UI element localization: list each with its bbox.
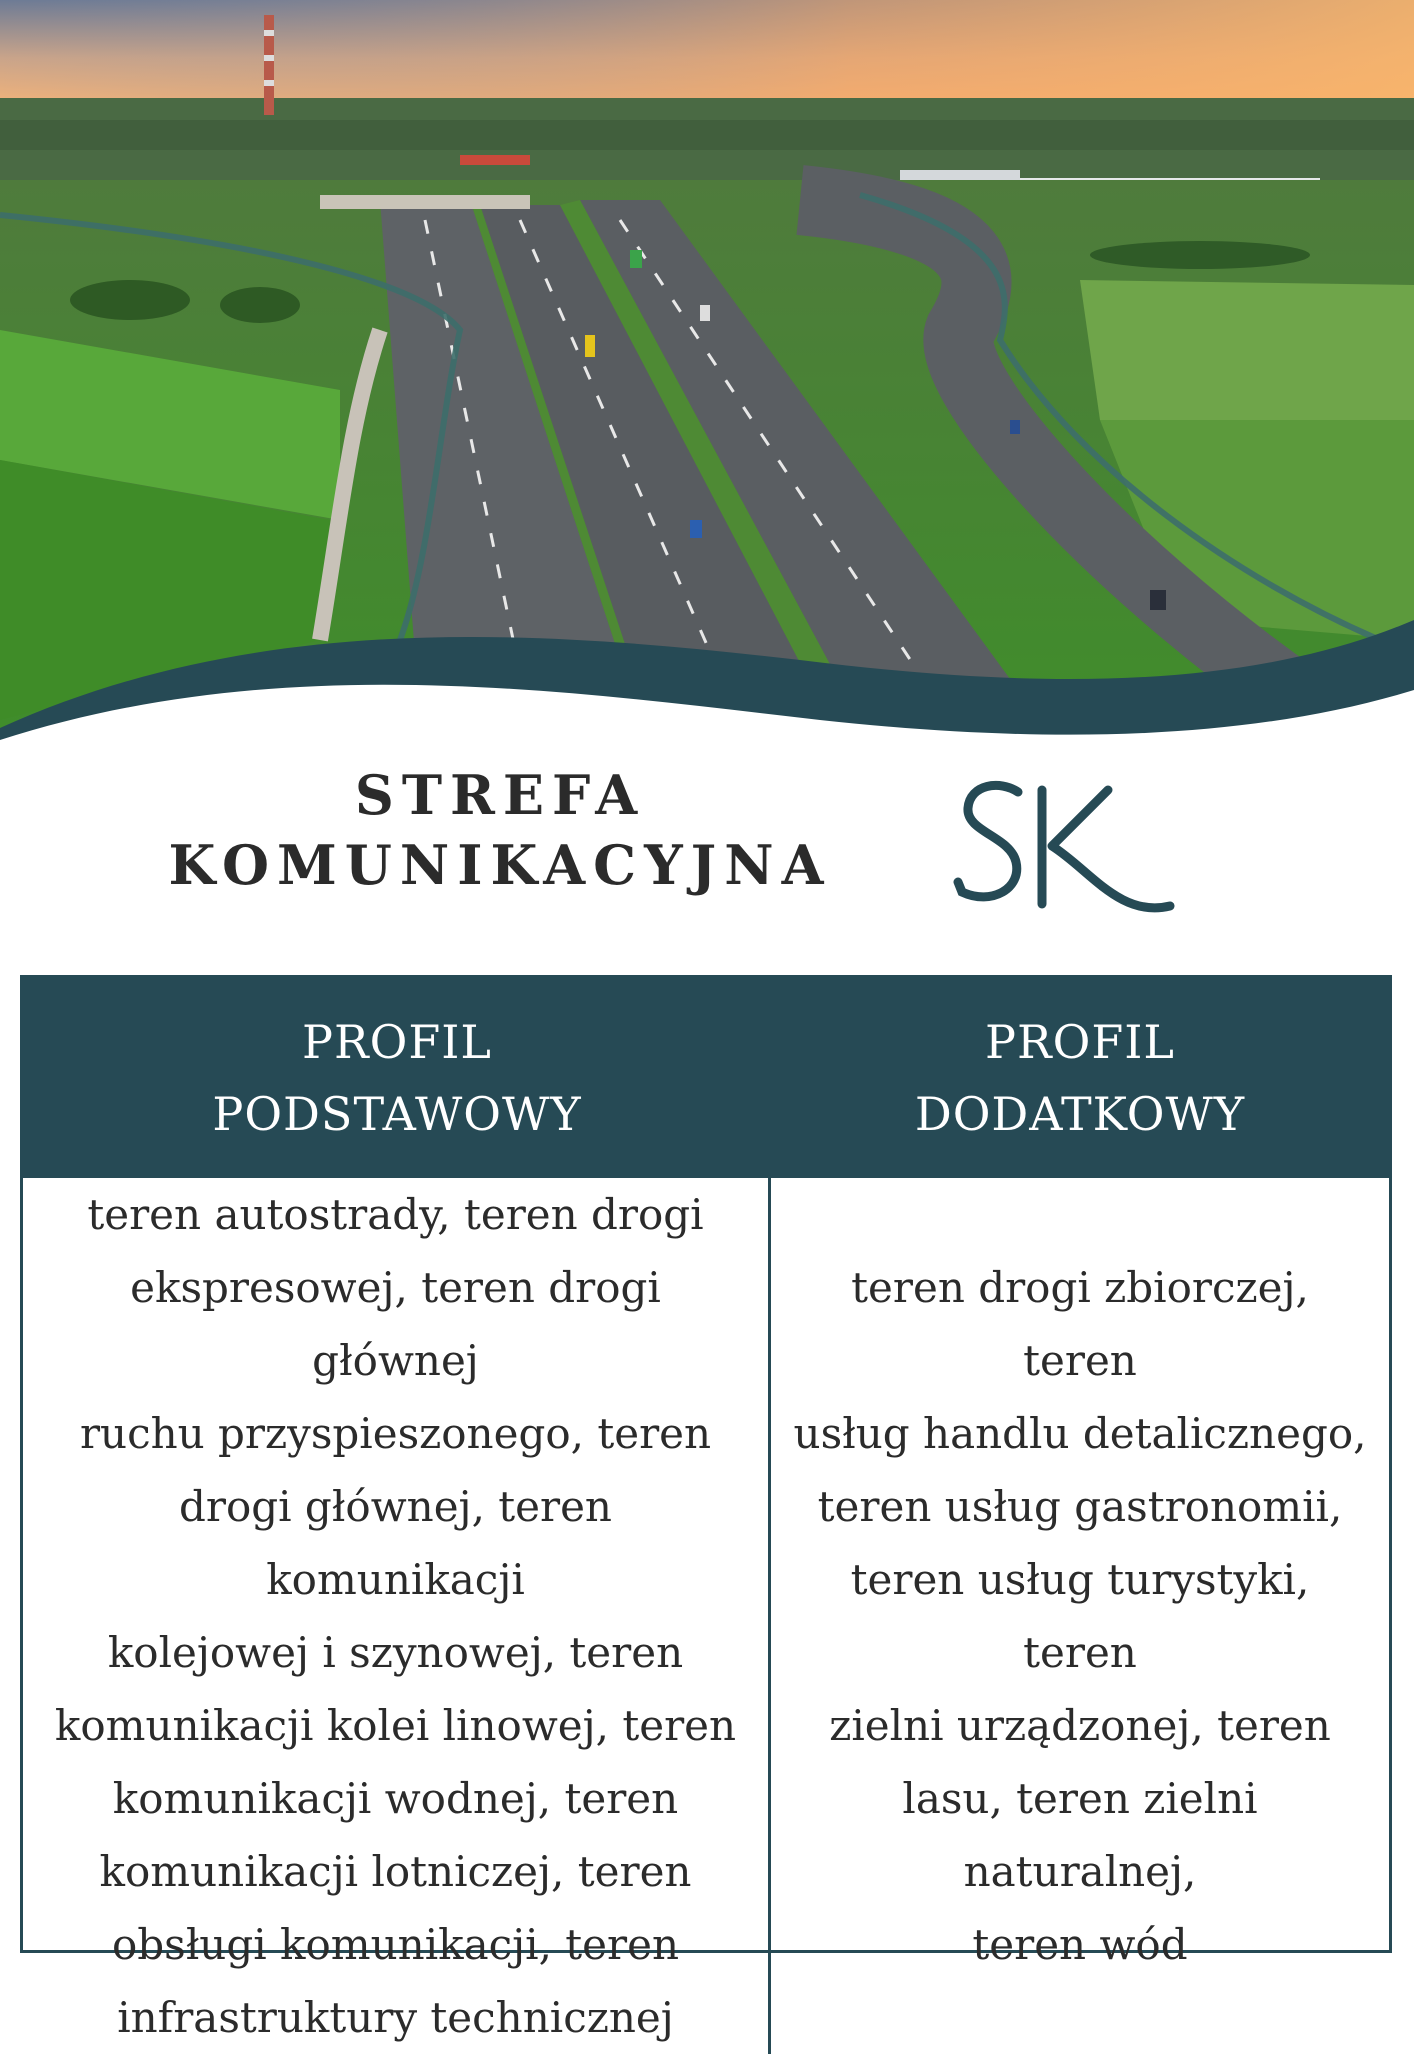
header-profil-dodatkowy (771, 978, 1389, 1178)
header-line-1: PROFIL (302, 1015, 492, 1069)
text-line: ruchu przyspieszonego, teren (79, 1409, 712, 1458)
text-line: komunikacji wodnej, teren (112, 1774, 679, 1823)
text-line: teren wód (972, 1920, 1188, 1969)
sk-logo (940, 770, 1200, 930)
cell-profil-dodatkowy (771, 1178, 1389, 2054)
hero-image (0, 0, 1414, 760)
text-line: komunikacji kolei linowej, teren (54, 1701, 737, 1750)
title-line-1: STREFA (354, 763, 646, 827)
header-line-2: DODATKOWY (914, 1087, 1246, 1141)
text-line: infrastruktury technicznej (117, 1993, 674, 2042)
header-line-2: PODSTAWOWY (212, 1087, 582, 1141)
text-line: teren usług gastronomii, (817, 1482, 1343, 1531)
page-title (150, 760, 850, 900)
text-line: komunikacji lotniczej, teren (99, 1847, 692, 1896)
text-line: teren drogi zbiorczej, teren (851, 1263, 1309, 1385)
text-line: teren autostrady, teren drogi (87, 1190, 704, 1239)
cell-profil-podstawowy (23, 1178, 771, 2054)
text-line: lasu, teren zielni naturalnej, (902, 1774, 1258, 1896)
text-line: zielni urządzonej, teren (829, 1701, 1331, 1750)
header-profil-podstawowy (23, 978, 771, 1178)
header-line-1: PROFIL (985, 1015, 1175, 1069)
title-line-2: KOMUNIKACYJNA (168, 833, 832, 897)
text-line: ekspresowej, teren drogi głównej (130, 1263, 661, 1385)
text-line: kolejowej i szynowej, teren (107, 1628, 684, 1677)
text-line: teren usług turystyki, teren (850, 1555, 1310, 1677)
text-line: drogi głównej, teren komunikacji (178, 1482, 612, 1604)
text-line: usług handlu detalicznego, (793, 1409, 1367, 1458)
text-line: obsługi komunikacji, teren (111, 1920, 680, 1969)
profile-table (20, 975, 1392, 2042)
